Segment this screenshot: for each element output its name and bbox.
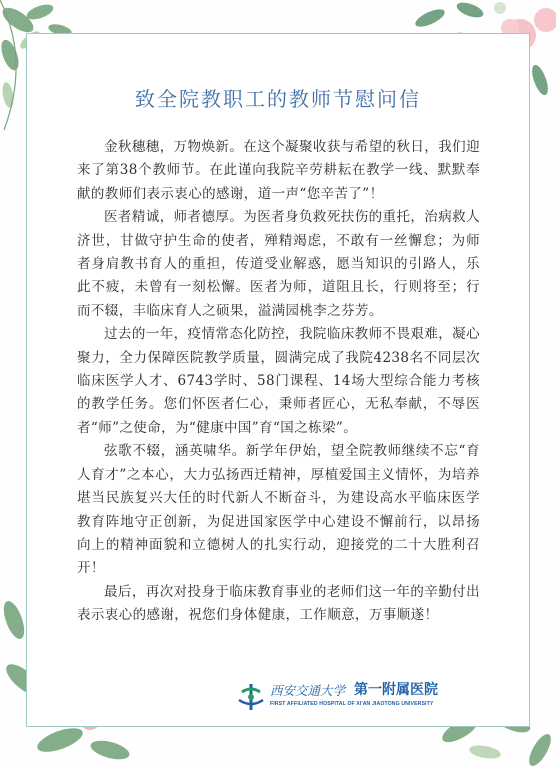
letter-paragraph: 医者精诚，师者德厚。为医者身负救死扶伤的重托，治病救人济世，甘做守护生命的使者，殚精竭虑，不敢有一丝懈怠；为师者身肩教书育人的重担，传道受业解惑，愿当知识的引路人，乐此不疲，未曾有一刻松懈。医者为师，道阻且长，行则将至；行而不辍，丰临床育人之硕果，溢满园桃李之芬芳。 bbox=[77, 209, 480, 319]
hospital-logo bbox=[236, 678, 446, 714]
logo-university-name: 西安交通大学 bbox=[270, 683, 346, 698]
letter-paragraph: 金秋穗穗，万物焕新。在这个凝聚收获与希望的秋日，我们迎来了第38个教师节。在此谨向我院辛劳耕耘在教学一线、默默奉献的教师们表示衷心的感谢，道一声“您辛苦了”！ bbox=[77, 139, 480, 202]
letter-paragraph: 最后，再次对投身于临床教育事业的老师们这一年的辛勤付出表示衷心的感谢，祝您们身体健康，工作顺意，万事顺遂！ bbox=[77, 583, 480, 624]
letter-paragraph: 弦歌不辍，涵英啸华。新学年伊始，望全院教师继续不忘“育人育才”之本心，大力弘扬西迁精神，厚植爱国主义情怀，为培养堪当民族复兴大任的时代新人不断奋斗，为建设高水平临床医学教育阵地守正创新，为促进国家医学中心建设不懈前行，以昂扬向上的精神面貌和立德树人的扎实行动，迎接党的二十大胜利召开！ bbox=[77, 443, 480, 577]
hospital-emblem-icon bbox=[236, 682, 266, 712]
letter-title: 致全院教职工的教师节慰问信 bbox=[135, 87, 421, 111]
letter-paragraph: 过去的一年，疫情常态化防控，我院临床教师不畏艰难，凝心聚力，全力保障医院教学质量，圆满完成了我院4238名不同层次临床医学人才、6743学时、58门课程、14场大型综合能力考核的教学任务。您们怀医者仁心，秉师者匠心，无私奉献，不辱医者“师”之使命，为“健康中国”育“国之栋梁”。 bbox=[77, 326, 480, 436]
logo-english-name: FIRST AFFILIATED HOSPITAL OF XI'AN JIAOTONG UNIVERSITY bbox=[270, 701, 434, 707]
letter-body bbox=[77, 136, 480, 628]
logo-hospital-name: 第一附属医院 bbox=[354, 682, 438, 698]
